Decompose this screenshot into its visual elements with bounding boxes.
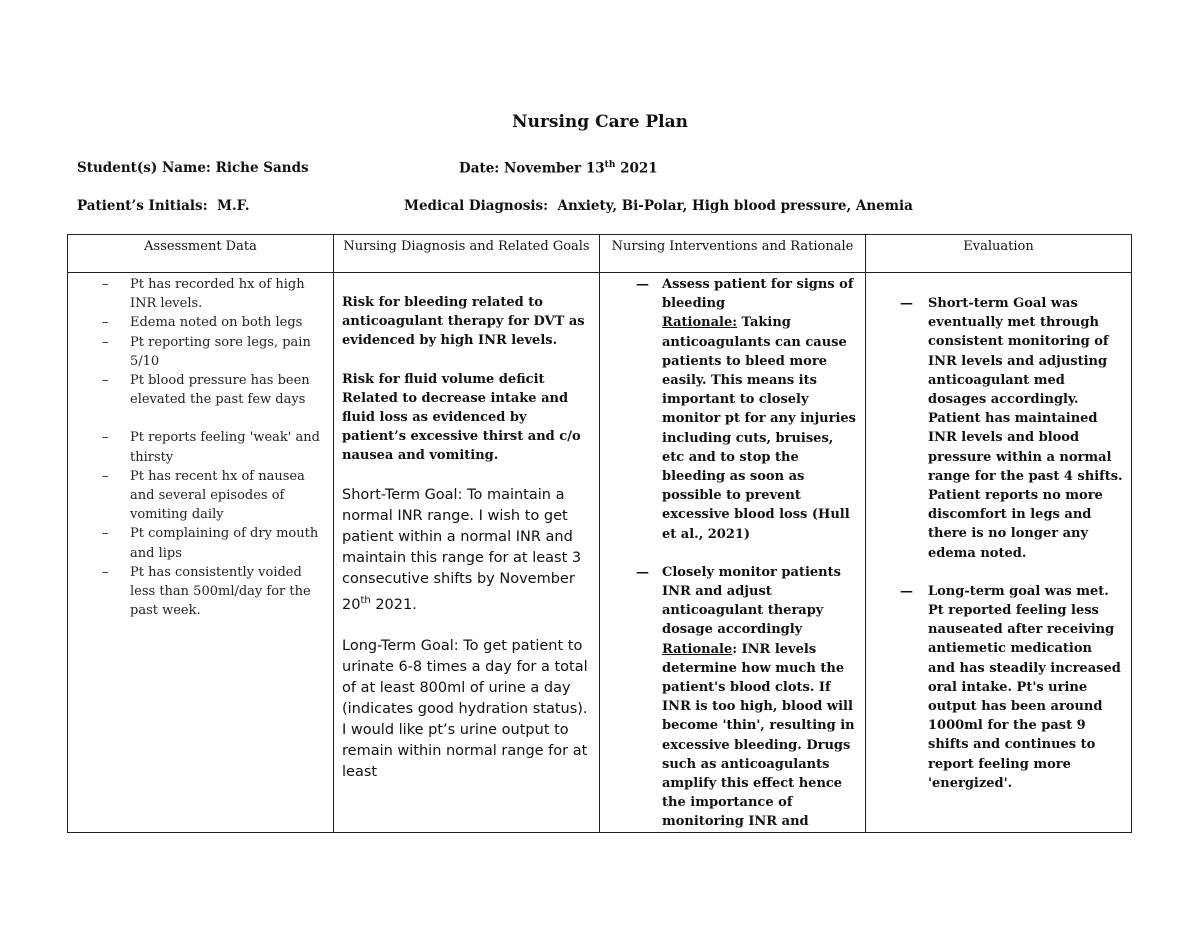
dash-bullet-icon: — (636, 564, 649, 580)
student-label: Student(s) Name: (77, 160, 211, 176)
date-label: Date: (459, 160, 500, 177)
student-name-line (77, 160, 309, 176)
patient-label: Patient’s Initials: (77, 198, 208, 214)
assessment-list (68, 273, 333, 620)
list-item: – Pt reports feeling 'weak' and thirsty (102, 430, 320, 465)
short-term-goal: Short-Term Goal: To maintain a normal INR range. I wish to get patient within a normal INR and maintain this range for at least 3 consecutive shifts by November 20th 2021. (342, 486, 582, 613)
dash-bullet-icon: – (102, 564, 109, 580)
header-nursing-interventions: Nursing Interventions and Rationale (600, 235, 866, 273)
intervention-action: Assess patient for signs of bleeding (662, 277, 854, 312)
dash-bullet-icon: – (102, 373, 109, 389)
dash-bullet-icon: – (102, 334, 109, 350)
list-item (600, 275, 857, 544)
risk-for-bleeding-diagnosis: Risk for bleeding related to anticoagulant therapy for DVT as evidenced by high INR levels. (342, 295, 585, 349)
list-item: – Pt has recorded hx of high INR levels. (102, 277, 305, 312)
rationale-label: Rationale (662, 641, 733, 657)
interventions-list (600, 273, 865, 832)
list-item: – Pt blood pressure has been elevated the past few days (102, 373, 310, 408)
intervention-action: Closely monitor patients INR and adjust anticoagulant therapy dosage accordingly (662, 564, 841, 638)
header-evaluation: Evaluation (866, 235, 1132, 273)
dash-bullet-icon: – (102, 430, 109, 446)
diagnosis-label: Medical Diagnosis: (404, 198, 549, 214)
list-item (600, 563, 857, 832)
dash-bullet-icon: — (636, 277, 649, 292)
dash-bullet-icon: — (900, 583, 913, 599)
header-assessment-data: Assessment Data (68, 235, 334, 273)
patient-initials-line (77, 198, 250, 214)
patient-initials: M.F. (217, 198, 250, 214)
date-line (459, 160, 658, 177)
list-item: – Pt complaining of dry mouth and lips (102, 526, 319, 561)
dash-bullet-icon: – (102, 526, 109, 542)
list-item: – Pt has consistently voided less than 500ml/day for the past week. (102, 564, 311, 619)
rationale-text: Taking anticoagulants can cause patients to bleed more easily. This means its important to closely monitor pt for any injuries including cuts, bruises, etc and to stop the bleeding as soon as possible to prevent excessive blood loss (Hull et al., 2021) (662, 315, 857, 542)
dash-bullet-icon: – (102, 315, 109, 331)
date-year: 2021 (615, 160, 658, 177)
list-item: — Long-term goal was met. Pt reported feeling less nauseated after receiving antiemetic medication and has steadily increased oral intake. Pt's urine output has been around 1000ml for the past 9 shifts and continues to report feeling more 'energized'. (900, 583, 1121, 791)
evaluation-list (866, 273, 1131, 793)
diagnosis-cell (334, 273, 600, 833)
rationale-label: Rationale: (662, 315, 738, 331)
care-plan-table (67, 234, 1132, 833)
date-superscript: th (604, 160, 616, 170)
date-value: November 13 (503, 160, 605, 177)
page-title: Nursing Care Plan (512, 112, 688, 132)
diagnosis-value: Anxiety, Bi-Polar, High blood pressure, Anemia (557, 198, 913, 214)
evaluation-cell (866, 273, 1132, 833)
rationale-text: : INR levels determine how much the patient's blood clots. If INR is too high, blood will become 'thin', resulting in excessive bleeding. Drugs such as anticoagulants amplify this effect hence the importance of monitoring INR and (662, 641, 855, 830)
long-term-goal: Long-Term Goal: To get patient to urinate 6-8 times a day for a total of at least 800ml of urine a day (indicates good hydration status). I would like pt’s urine output to remain within normal range for at least (342, 638, 588, 781)
assessment-cell (68, 273, 334, 833)
dash-bullet-icon: — (900, 296, 913, 311)
student-name: Riche Sands (215, 160, 309, 176)
dash-bullet-icon: – (102, 468, 109, 484)
list-item: – Edema noted on both legs (68, 313, 333, 332)
medical-diagnosis-line (404, 198, 913, 214)
list-item: – Pt reporting sore legs, pain 5/10 (102, 334, 311, 369)
risk-for-fluid-deficit-diagnosis: Risk for fluid volume deficit Related to decrease intake and fluid loss as evidenced by patient’s excessive thirst and c/o nausea and vomiting. (342, 371, 581, 464)
dash-bullet-icon: – (102, 277, 109, 292)
header-nursing-diagnosis: Nursing Diagnosis and Related Goals (334, 235, 600, 273)
list-item: — Short-term Goal was eventually met through consistent monitoring of INR levels and adjusting anticoagulant med dosages accordingly. Patient has maintained INR levels and blood pressure within a normal range for the past 4 shifts. Patient reports no more discomfort in legs and there is no longer any edema noted. (900, 296, 1123, 561)
list-item: – Pt has recent hx of nausea and several episodes of vomiting daily (102, 468, 305, 523)
interventions-cell (600, 273, 866, 833)
